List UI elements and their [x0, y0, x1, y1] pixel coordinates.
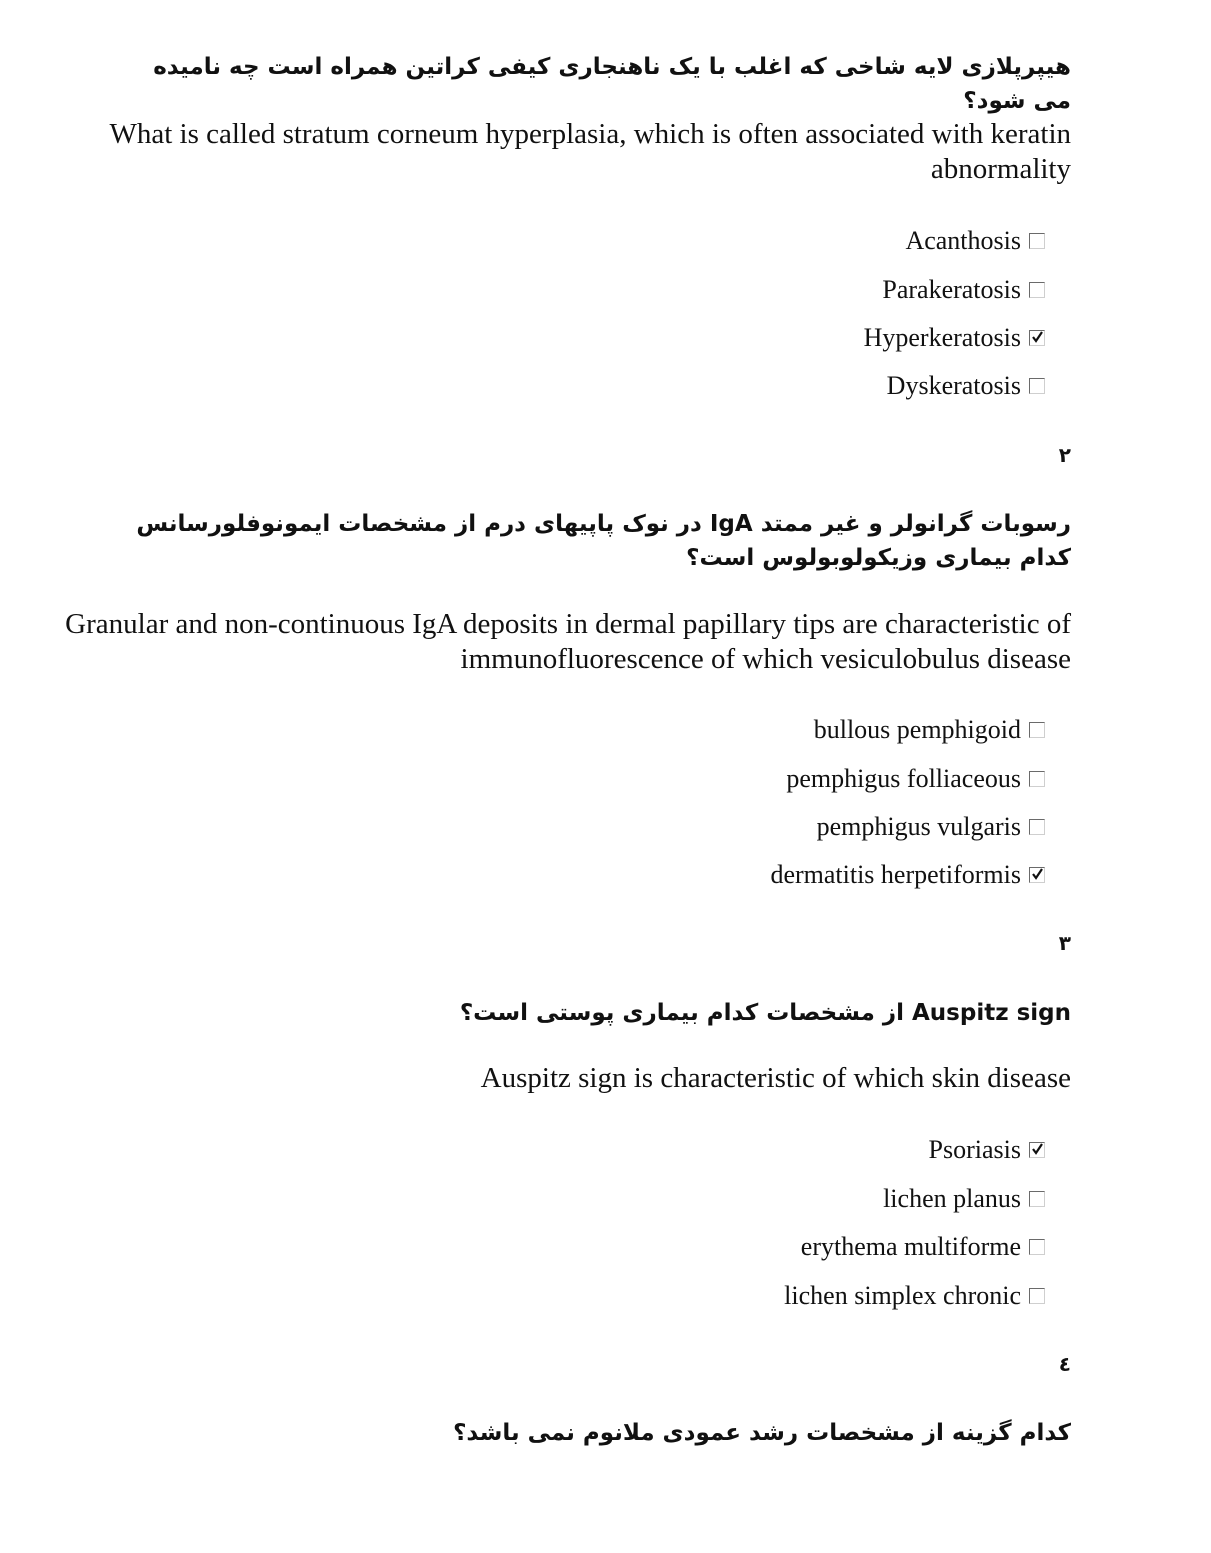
q3-option-1[interactable] [929, 1135, 1045, 1165]
q1-option-2[interactable] [882, 275, 1045, 305]
q2-option-3[interactable] [817, 812, 1045, 842]
q2-option-1[interactable] [814, 715, 1045, 745]
q3-option-2-label: lichen planus [883, 1184, 1021, 1213]
q3-option-1-label: Psoriasis [928, 1135, 1021, 1164]
q1-option-1[interactable] [905, 226, 1045, 256]
question-2-number: ٢ [1058, 443, 1071, 467]
q1-option-2-label: Parakeratosis [882, 275, 1021, 304]
q1-option-3-label: Hyperkeratosis [863, 323, 1021, 352]
q2-option-1-checkbox[interactable] [1029, 722, 1045, 738]
q3-option-3[interactable] [801, 1232, 1045, 1262]
q3-option-3-checkbox[interactable] [1029, 1239, 1045, 1255]
question-3-persian: Auspitz sign از مشخصات کدام بیماری پوستی است؟ [459, 1000, 1071, 1026]
question-4-persian: کدام گزینه از مشخصات رشد عمودی ملانوم نمی باشد؟ [453, 1420, 1071, 1446]
q3-option-4[interactable] [784, 1281, 1045, 1311]
question-3-english: Auspitz sign is characteristic of which skin disease [480, 1062, 1071, 1094]
q3-option-1-checkbox[interactable] [1029, 1142, 1045, 1158]
q3-option-3-label: erythema multiforme [800, 1232, 1021, 1261]
q2-option-4[interactable] [770, 860, 1045, 890]
question-4-number: ٤ [1058, 1352, 1071, 1376]
q2-option-2-checkbox[interactable] [1029, 771, 1045, 787]
q2-option-3-label: pemphigus vulgaris [816, 812, 1021, 841]
q3-option-2-checkbox[interactable] [1029, 1191, 1045, 1207]
q2-option-3-checkbox[interactable] [1029, 819, 1045, 835]
q3-option-4-checkbox[interactable] [1029, 1288, 1045, 1304]
checkmark-icon [1031, 330, 1043, 344]
q1-option-4[interactable] [887, 371, 1045, 401]
checkmark-icon [1031, 867, 1043, 881]
q3-option-4-label: lichen simplex chronic [784, 1281, 1021, 1310]
q1-option-3-checkbox[interactable] [1029, 330, 1045, 346]
q2-option-2-label: pemphigus folliaceous [786, 764, 1021, 793]
question-1-english: What is called stratum corneum hyperplasia, which is often associated with keratin abnormality [109, 118, 1071, 185]
q1-option-1-label: Acanthosis [905, 226, 1021, 255]
q2-option-1-label: bullous pemphigoid [813, 715, 1021, 744]
q1-option-4-label: Dyskeratosis [886, 371, 1021, 400]
q1-option-2-checkbox[interactable] [1029, 282, 1045, 298]
question-1-persian: هیپرپلازی لایه شاخی که اغلب با یک ناهنجاری کیفی کراتین همراه است چه نامیده می شود؟ [153, 54, 1071, 114]
question-2-english: Granular and non-continuous IgA deposits in dermal papillary tips are characteristic of immunofluorescence of which vesiculobulus disease [65, 608, 1071, 675]
q2-option-4-label: dermatitis herpetiformis [770, 860, 1021, 889]
checkmark-icon [1031, 1142, 1043, 1156]
q1-option-3[interactable] [864, 323, 1045, 353]
q1-option-1-checkbox[interactable] [1029, 233, 1045, 249]
q2-option-4-checkbox[interactable] [1029, 867, 1045, 883]
q2-option-2[interactable] [786, 764, 1045, 794]
q1-option-4-checkbox[interactable] [1029, 378, 1045, 394]
q3-option-2[interactable] [883, 1184, 1045, 1214]
question-2-persian: رسوبات گرانولر و غیر ممتد IgA در نوک پاپیهای درم از مشخصات ایمونوفلورسانس کدام بیماری وزیکولوبولوس است؟ [136, 511, 1071, 571]
question-3-number: ٣ [1058, 931, 1071, 955]
